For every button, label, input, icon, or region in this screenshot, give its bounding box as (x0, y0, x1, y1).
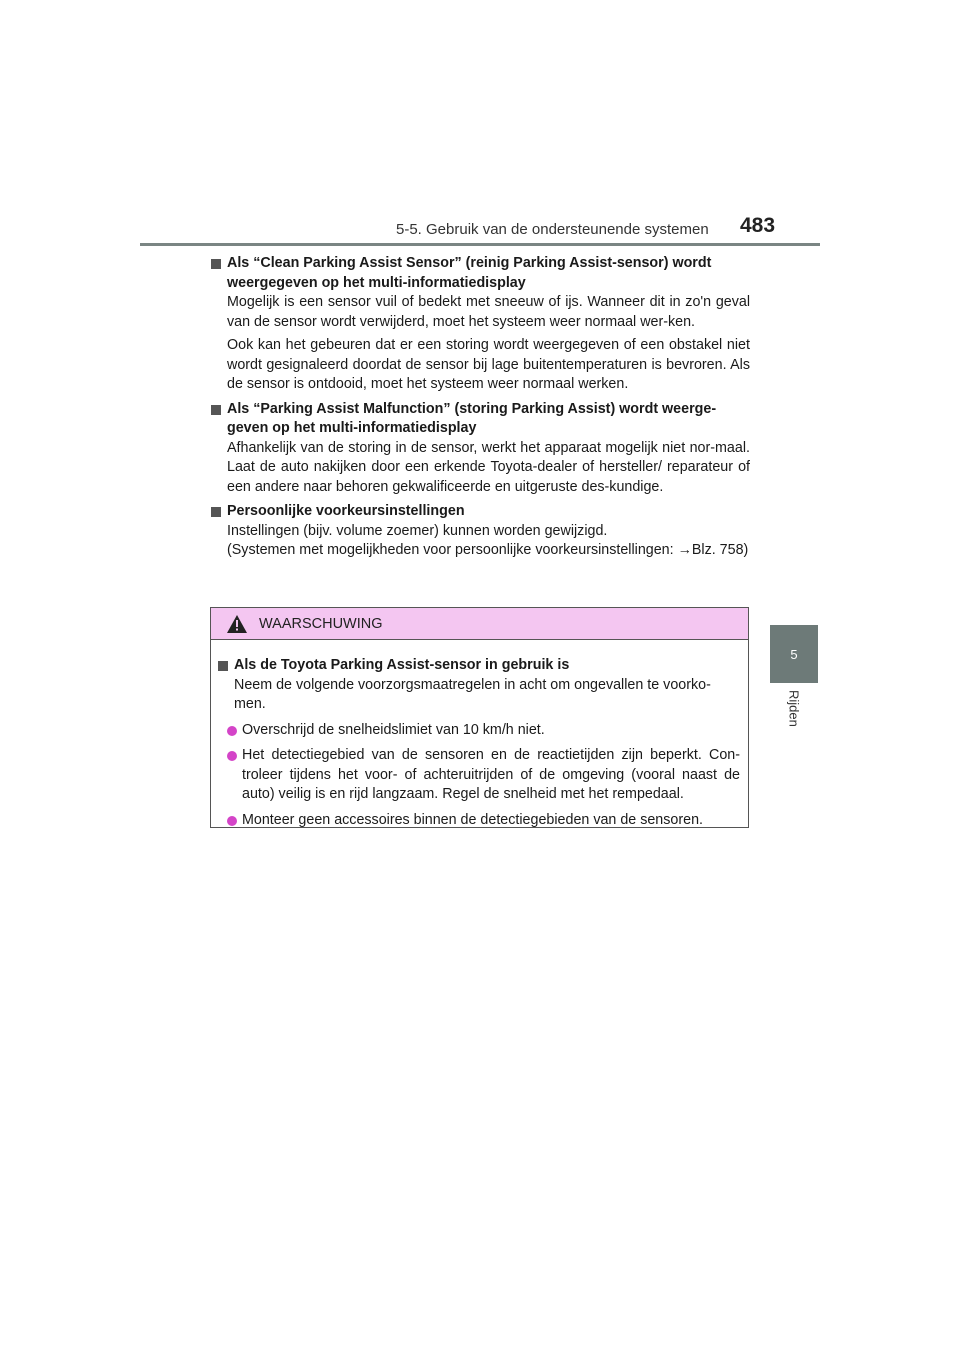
list-item: Overschrijd de snelheidslimiet van 10 km/h niet. (227, 721, 740, 741)
section-heading: Persoonlijke voorkeursinstellingen (210, 502, 750, 522)
paragraph: Mogelijk is een sensor vuil of bedekt met sneeuw of ijs. Wanneer dit in zo'n geval van de sensor wordt verwijderd, moet het systeem weer normaal wer-ken. (227, 294, 750, 330)
paragraph: Afhankelijk van de storing in de sensor, werkt het apparaat mogelijk niet nor-maal. Laat de auto nakijken door een erkende Toyota-dealer of hersteller/ reparateur of een andere naar behoren gekwalificeerde en uitgeruste des-kundige. (227, 439, 750, 495)
section-heading: Als “Clean Parking Assist Sensor” (reinig Parking Assist-sensor) wordt weergegeven op het multi-informatiedisplay (210, 254, 750, 293)
section-heading: Als “Parking Assist Malfunction” (storing Parking Assist) wordt weerge-geven op het multi-informatiedisplay (210, 400, 750, 439)
warning-box (210, 607, 749, 828)
warning-title: WAARSCHUWING (259, 615, 383, 632)
warning-triangle-icon (227, 615, 247, 633)
page-number: 483 (740, 214, 776, 237)
header-title: 5-5. Gebruik van de ondersteunende systemen (396, 221, 709, 238)
header-rule (140, 243, 820, 246)
bullet-dot-icon (227, 751, 237, 761)
square-bullet-icon (218, 661, 228, 671)
square-bullet-icon (211, 259, 221, 269)
section-clean-sensor (210, 254, 750, 395)
section-malfunction (210, 400, 750, 498)
chapter-label: Rijden (786, 690, 802, 727)
paragraph: Ook kan het gebeuren dat er een storing wordt weergegeven of een obstakel niet wordt gesignaleerd doordat de sensor bij lage buitentemperaturen is bevroren. Als de sensor is ontdooid, moet het systeem weer normaal werken. (227, 337, 750, 392)
bullet-dot-icon (227, 816, 237, 826)
paragraph: Instellingen (bijv. volume zoemer) kunnen worden gewijzigd. (227, 522, 608, 539)
page-reference[interactable]: (Systemen met mogelijkheden voor persoonlijke voorkeursinstellingen: →Blz. 758) (227, 542, 749, 558)
warning-header (211, 608, 748, 640)
warning-intro: Neem de volgende voorzorgsmaatregelen in acht om ongevallen te voorko-men. (234, 676, 711, 712)
list-item: Monteer geen accessoires binnen de detectiegebieden van de sensoren. (227, 811, 740, 831)
square-bullet-icon (211, 405, 221, 415)
warning-heading: Als de Toyota Parking Assist-sensor in gebruik is (217, 656, 740, 676)
section-preferences (210, 502, 750, 561)
bullet-dot-icon (227, 726, 237, 736)
square-bullet-icon (211, 507, 221, 517)
list-item: Het detectiegebied van de sensoren en de reactietijden zijn beperkt. Con-troleer tijdens het voor- of achteruitrijden of de omgeving (vooral naast de auto) veilig is en rijd langzaam. Regel de snelheid met het rempedaal. (227, 746, 740, 805)
warning-body (211, 640, 748, 830)
chapter-tab: 5 (770, 625, 818, 683)
main-content (210, 252, 750, 566)
